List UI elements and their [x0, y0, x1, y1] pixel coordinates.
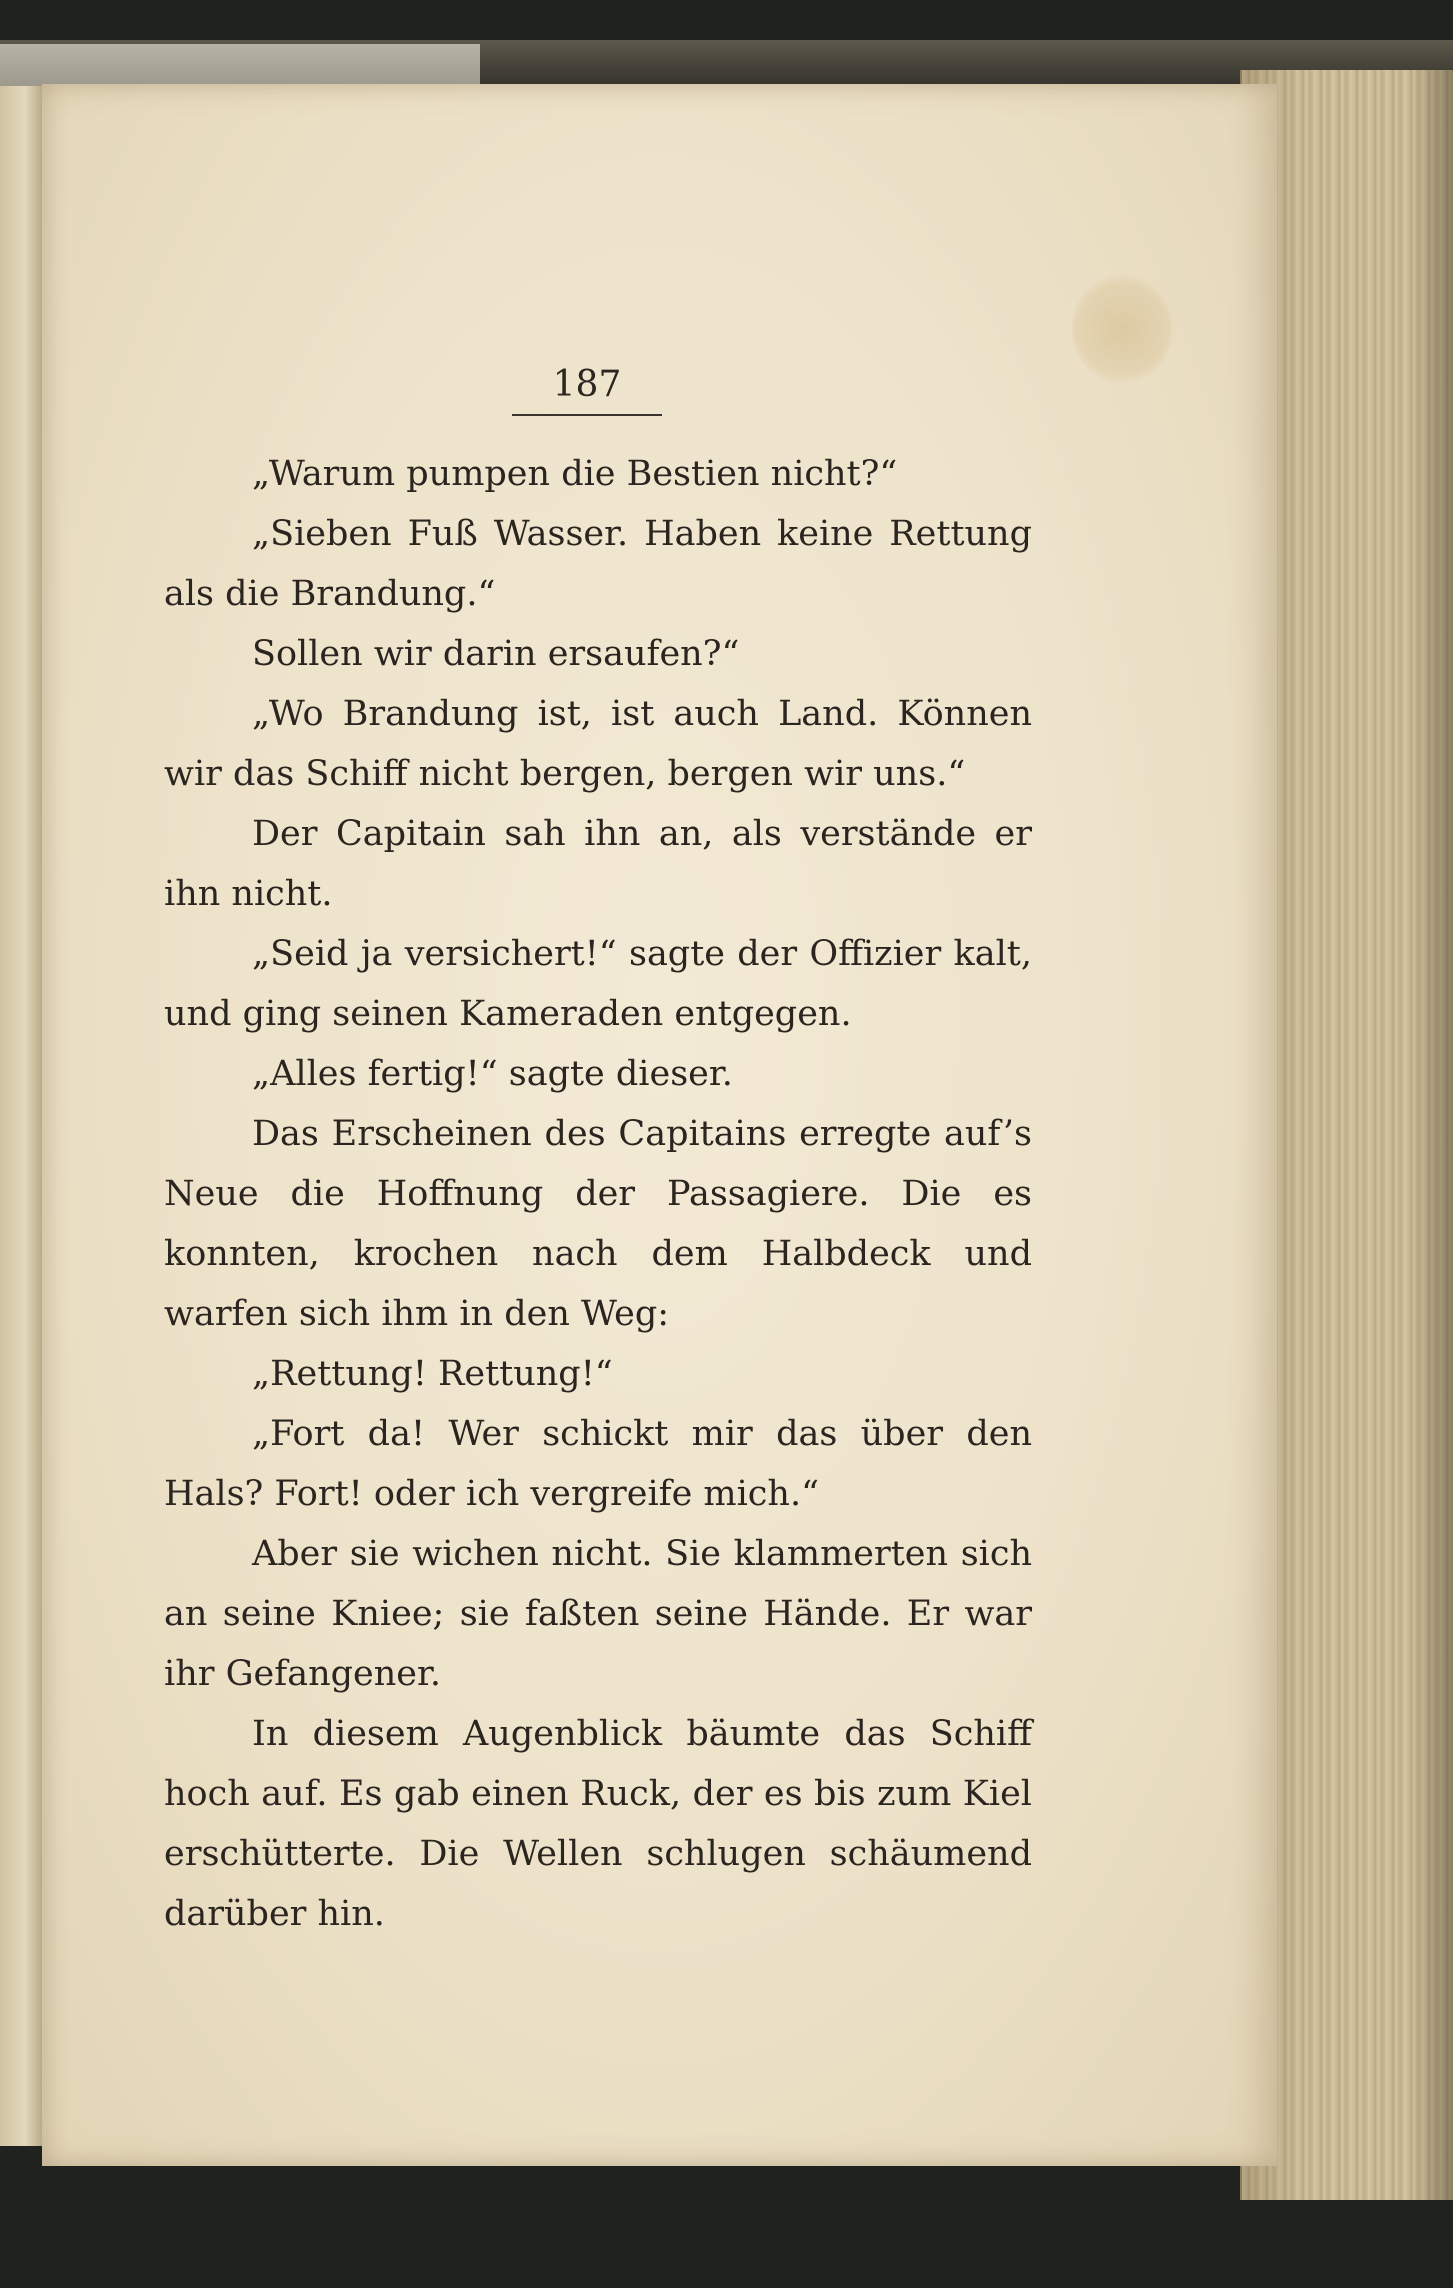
paragraph: „Alles fertig!“ sagte dieser. — [252, 1054, 733, 1094]
paper-stain — [1072, 274, 1172, 384]
paragraph: Der Capitain sah ihn an, als verstände er ihn nicht. — [164, 814, 1032, 914]
page-text — [164, 444, 1032, 1944]
header-rule — [512, 414, 662, 416]
paragraph: „Sieben Fuß Wasser. Haben keine Rettung als die Brandung.“ — [164, 514, 1032, 614]
paragraph: Das Erscheinen des Capitains erregte auf’s Neue die Hoffnung der Passagiere. Die es konnten, krochen nach dem Halbdeck und warfen sich ihm in den Weg: — [164, 1114, 1032, 1334]
paragraph: Aber sie wichen nicht. Sie klammerten sich an seine Kniee; sie faßten seine Hände. Er war ihr Gefangener. — [164, 1534, 1032, 1694]
paragraph: Sollen wir darin ersaufen?“ — [252, 634, 740, 674]
paragraph: „Rettung! Rettung!“ — [252, 1354, 613, 1394]
paragraph: In diesem Augenblick bäumte das Schiff hoch auf. Es gab einen Ruck, der es bis zum Kiel erschütterte. Die Wellen schlugen schäumend darüber hin. — [164, 1714, 1032, 1934]
paragraph: „Warum pumpen die Bestien nicht?“ — [252, 454, 898, 494]
paragraph: „Seid ja versichert!“ sagte der Offizier kalt, und ging seinen Kameraden entgegen. — [164, 934, 1032, 1034]
page-number: 187 — [552, 364, 622, 405]
paragraph: „Wo Brandung ist, ist auch Land. Können wir das Schiff nicht bergen, bergen wir uns.“ — [164, 694, 1032, 794]
paragraph: „Fort da! Wer schickt mir das über den Hals? Fort! oder ich vergreife mich.“ — [164, 1414, 1032, 1514]
book-page — [42, 84, 1277, 2166]
left-page-edge — [0, 86, 44, 2146]
